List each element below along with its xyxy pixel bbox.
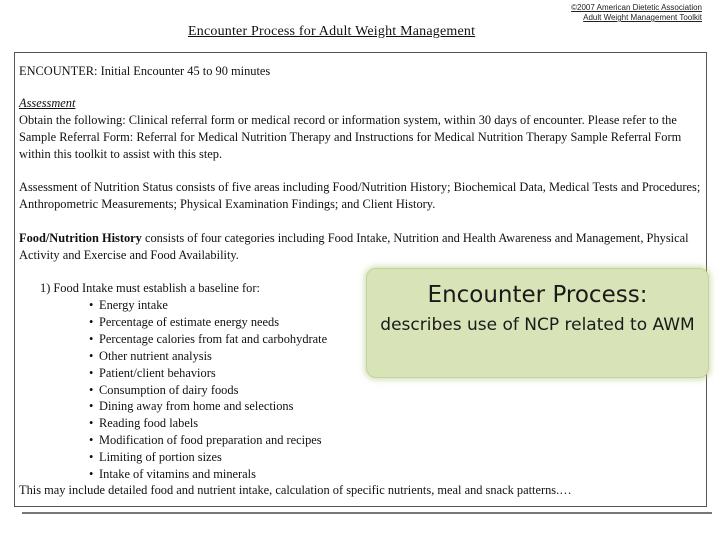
food-history-label: Food/Nutrition History (19, 231, 142, 245)
list-item-text: Patient/client behaviors (99, 365, 216, 380)
list-item (89, 432, 327, 449)
callout-title: Encounter Process: (427, 282, 648, 308)
list-item-text: Dining away from home and selections (99, 399, 294, 414)
list-item-text: Other nutrient analysis (99, 348, 212, 363)
document-title: Encounter Process for Adult Weight Management (188, 24, 476, 39)
bullet-icon: • (89, 399, 94, 414)
list-item-text: Modification of food preparation and recipes (99, 433, 322, 448)
closing-paragraph: This may include detailed food and nutrient intake, calculation of specific nutrients, meal and snack patterns.… (19, 483, 572, 497)
bullet-icon: • (89, 348, 94, 363)
list-item (89, 365, 327, 382)
bullet-icon: • (89, 382, 94, 397)
food-history-text: consists of four categories including Food Intake, Nutrition and Health Awareness and Management, Physical Activity and Exercise and Food Availability. (19, 231, 689, 262)
list-item (89, 331, 327, 348)
list-item (89, 398, 327, 415)
bullet-icon: • (89, 416, 94, 431)
food-history-paragraph (19, 230, 709, 264)
list-item-text: Energy intake (99, 298, 168, 312)
bullet-icon: • (89, 331, 94, 346)
bullet-icon: • (89, 298, 94, 312)
encounter-label: ENCOUNTER (19, 64, 95, 78)
copyright-line-association: ©2007 American Dietetic Association (571, 3, 702, 12)
encounter-duration: : Initial Encounter 45 to 90 minutes (94, 64, 271, 78)
callout-subtitle: describes use of NCP related to AWM (380, 315, 695, 335)
copyright-line-toolkit: Adult Weight Management Toolkit (583, 13, 702, 22)
assessment-paragraph: Obtain the following: Clinical referral form or medical record or information system, within 30 days of encounter. Please refer to the Sample Referral Form: Referral for Medical Nutrition Therapy and Instructions for Medical Nutrition Therapy Sample Referral Form within this toolkit to assist with this step. (19, 113, 682, 161)
encounter-line (19, 63, 270, 80)
bullet-icon: • (89, 433, 94, 448)
list-item (89, 297, 327, 314)
list-item (89, 382, 327, 399)
list-item-text: Percentage of estimate energy needs (99, 314, 280, 329)
bullet-icon: • (89, 467, 94, 482)
bullet-icon: • (89, 365, 94, 380)
bullet-icon: • (89, 314, 94, 329)
list-item-text: Limiting of portion sizes (99, 450, 222, 465)
list-item (89, 348, 327, 365)
encounter-process-callout (366, 268, 709, 378)
list-item-text: Percentage calories from fat and carbohydrate (99, 331, 328, 346)
list-item-text: Reading food labels (99, 416, 199, 431)
food-intake-list (89, 297, 327, 483)
nutrition-status-paragraph: Assessment of Nutrition Status consists of five areas including Food/Nutrition History; Biochemical Data, Medical Tests and Procedures; Anthropometric Measurements; Physical Examination Findings; and Client History. (19, 180, 701, 211)
food-intake-heading: 1) Food Intake must establish a baseline for: (40, 281, 260, 295)
list-item (89, 466, 327, 483)
list-item (89, 415, 327, 432)
list-item-text: Intake of vitamins and minerals (99, 467, 256, 482)
bottom-divider (22, 512, 712, 514)
list-item (89, 449, 327, 466)
assessment-heading: Assessment (19, 96, 76, 110)
list-item-text: Consumption of dairy foods (99, 382, 239, 397)
list-item (89, 314, 327, 331)
bullet-icon: • (89, 450, 94, 465)
copyright-notice (571, 3, 702, 23)
